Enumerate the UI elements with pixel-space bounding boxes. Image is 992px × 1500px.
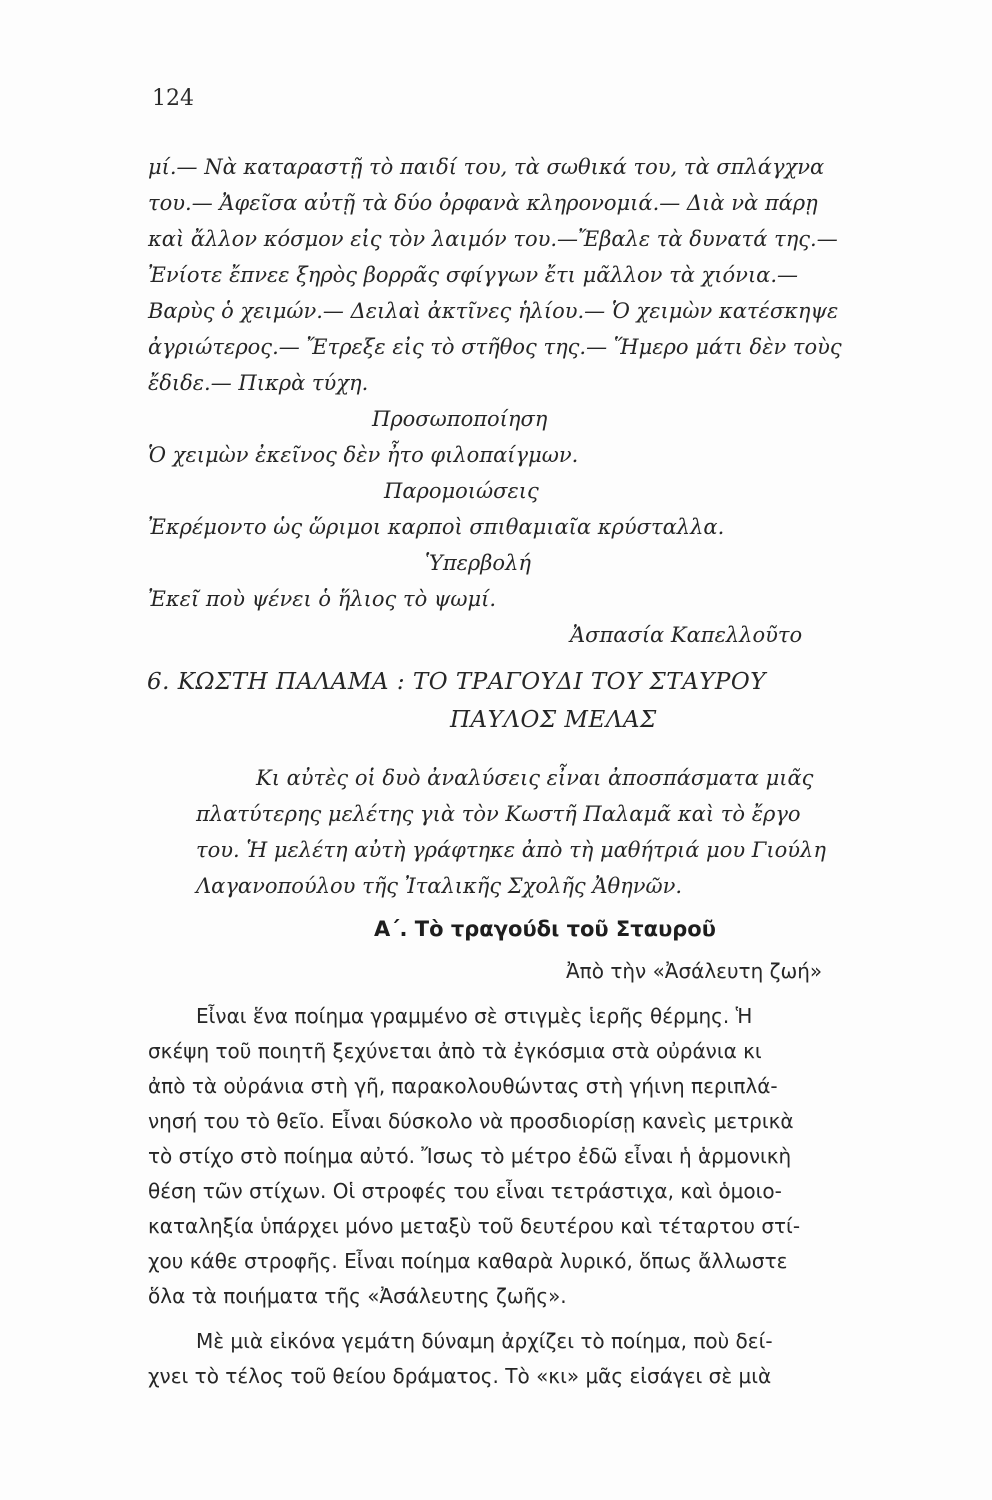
excerpt-line: μί.— Νὰ καταραστῇ τὸ παιδί του, τὰ σωθικά του, τὰ σπλάγχνα: [148, 155, 825, 179]
intro-line: του. Ἡ μελέτη αὐτὴ γράφτηκε ἀπὸ τὴ μαθήτριά μου Γιούλη: [196, 838, 826, 862]
personification-text: Ὁ χειμὼν ἐκεῖνος δὲν ἦτο φιλοπαίγμων.: [148, 443, 579, 467]
excerpt-line: ἀγριώτερος.— Ἔτρεξε εἰς τὸ στῆθος της.— Ἥμερο μάτι δὲν τοὺς: [148, 335, 842, 359]
excerpt-author: Ἀσπασία Καπελλοῦτο: [570, 623, 803, 647]
paragraph-line: Μὲ μιὰ εἰκόνα γεμάτη δύναμη ἀρχίζει τὸ ποίημα, ποὺ δεί-: [196, 1329, 773, 1353]
subsection-source: Ἀπὸ τὴν «Ἀσάλευτη ζωή»: [566, 959, 823, 983]
similes-label: Παρομοιώσεις: [384, 479, 539, 503]
section-title-name: ΠΑΥΛΟΣ ΜΕΛΑΣ: [450, 707, 657, 733]
excerpt-line: Ἐνίοτε ἔπνεε ξηρὸς βορρᾶς σφίγγων ἔτι μᾶλλον τὰ χιόνια.—: [148, 263, 799, 287]
excerpt-line: ἔδιδε.— Πικρὰ τύχη.: [148, 371, 369, 395]
hyperbole-text: Ἐκεῖ ποὺ ψένει ὁ ἥλιος τὸ ψωμί.: [148, 587, 497, 611]
hyperbole-label: Ὑπερβολή: [425, 551, 531, 575]
paragraph-line: τὸ στίχο στὸ ποίημα αὐτό. Ἴσως τὸ μέτρο ἐδῶ εἶναι ἡ ἁρμονικὴ: [148, 1144, 792, 1168]
excerpt-line: του.— Ἀφεῖσα αὐτῇ τὰ δύο ὀρφανὰ κληρονομιά.— Διὰ νὰ πάρῃ: [148, 191, 818, 215]
excerpt-line: καὶ ἄλλον κόσμον εἰς τὸν λαιμόν του.—Ἔβαλε τὰ δυνατά της.—: [148, 227, 838, 251]
paragraph-line: ἀπὸ τὰ οὐράνια στὴ γῆ, παρακολουθώντας στὴ γήινη περιπλά-: [148, 1074, 778, 1098]
paragraph-line: ὅλα τὰ ποιήματα τῆς «Ἀσάλευτης ζωῆς».: [148, 1284, 567, 1308]
intro-line: πλατύτερης μελέτης γιὰ τὸν Κωστῆ Παλαμᾶ καὶ τὸ ἔργο: [196, 802, 801, 826]
intro-line: Λαγανοπούλου τῆς Ἰταλικῆς Σχολῆς Ἀθηνῶν.: [196, 874, 683, 898]
personification-label: Προσωποποίηση: [372, 407, 548, 431]
excerpt-line: Βαρὺς ὁ χειμών.— Δειλαὶ ἀκτῖνες ἡλίου.— Ὁ χειμὼν κατέσκηψε: [148, 299, 839, 323]
paragraph-line: χου κάθε στροφῆς. Εἶναι ποίημα καθαρὰ λυρικό, ὅπως ἄλλωστε: [148, 1249, 788, 1273]
paragraph-line: χνει τὸ τέλος τοῦ θείου δράματος. Τὸ «κι» μᾶς εἰσάγει σὲ μιὰ: [148, 1364, 772, 1388]
paragraph-line: σκέψη τοῦ ποιητῆ ξεχύνεται ἀπὸ τὰ ἐγκόσμια στὰ οὐράνια κι: [148, 1039, 762, 1063]
paragraph-line: Εἶναι ἕνα ποίημα γραμμένο σὲ στιγμὲς ἱερῆς θέρμης. Ἡ: [196, 1004, 753, 1028]
similes-text: Ἐκρέμοντο ὡς ὥριμοι καρποὶ σπιθαμιαῖα κρύσταλλα.: [148, 515, 725, 539]
intro-line: Κι αὐτὲς οἱ δυὸ ἀναλύσεις εἶναι ἀποσπάσματα μιᾶς: [256, 766, 814, 790]
paragraph-line: θέση τῶν στίχων. Οἱ στροφές του εἶναι τετράστιχα, καὶ ὁμοιο-: [148, 1179, 782, 1203]
section-title: 6. ΚΩΣΤΗ ΠΑΛΑΜΑ : ΤΟ ΤΡΑΓΟΥΔΙ ΤΟΥ ΣΤΑΥΡΟΥ: [147, 669, 766, 695]
page-number: 124: [152, 86, 194, 111]
paragraph-line: νησή του τὸ θεῖο. Εἶναι δύσκολο νὰ προσδιορίσῃ κανεὶς μετρικὰ: [148, 1109, 794, 1133]
subsection-title: Α΄. Τὸ τραγούδι τοῦ Σταυροῦ: [374, 917, 716, 941]
paragraph-line: καταληξία ὑπάρχει μόνο μεταξὺ τοῦ δευτέρου καὶ τέταρτου στί-: [148, 1214, 801, 1238]
